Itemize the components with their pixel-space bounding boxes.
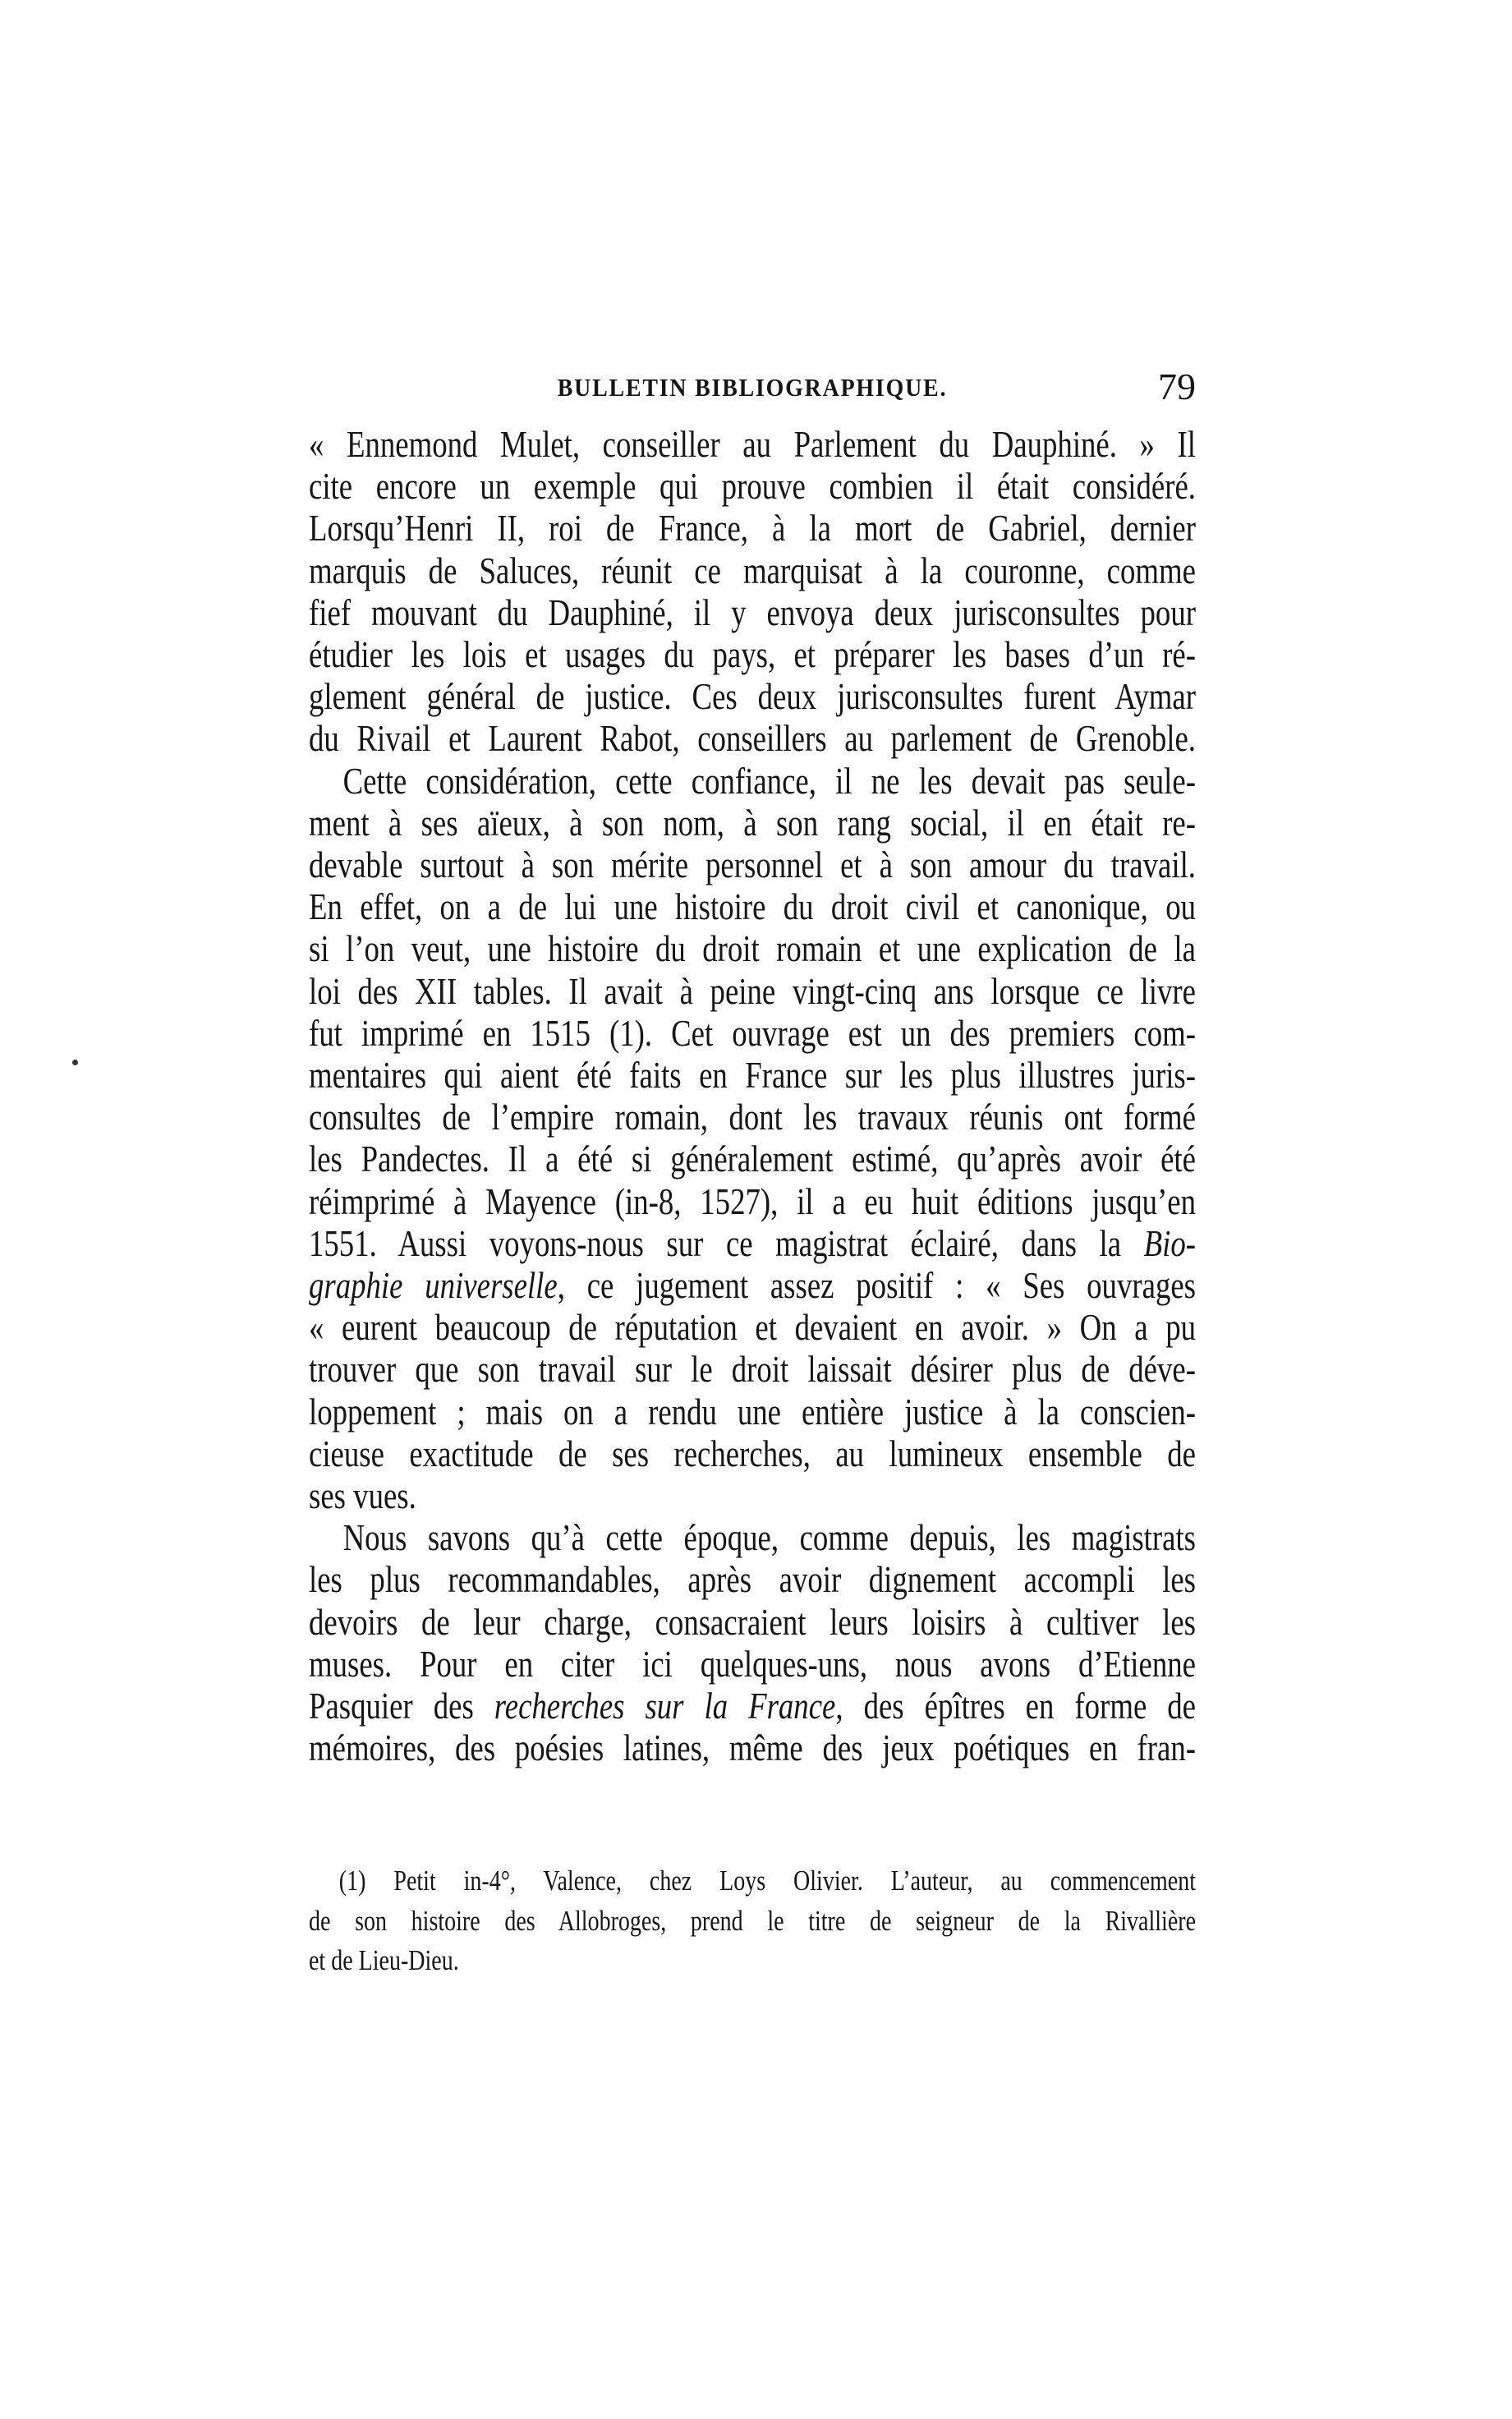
text-run: de son histoire des Allobroges, prend le titre de seigneur de la Rivallière xyxy=(309,1904,1196,1937)
text-run: Nous savons qu’à cette époque, comme depuis, les magistrats xyxy=(342,1516,1197,1559)
text-run: En effet, on a de lui une histoire du droit civil et canonique, ou xyxy=(309,885,1196,928)
text-line xyxy=(309,1727,1196,1768)
text-run: , des épîtres en forme de xyxy=(835,1685,1196,1727)
text-line xyxy=(309,970,1196,1012)
text-line xyxy=(309,1391,1196,1433)
italic-title: graphie universelle xyxy=(309,1264,558,1306)
text-run: ses vues. xyxy=(309,1474,416,1516)
text-run: les plus recommandables, après avoir dignement accompli les xyxy=(309,1558,1196,1601)
text-run: Cette considération, cette confiance, il ne les devait pas seule- xyxy=(342,759,1197,802)
text-run: marquis de Saluces, réunit ce marquisat à la couronne, comme xyxy=(309,549,1196,591)
text-run: et de Lieu-Dieu. xyxy=(309,1944,459,1976)
text-run: mémoires, des poésies latines, même des jeux poétiques en fran- xyxy=(309,1727,1196,1769)
text-run: devoirs de leur charge, consacraient leurs loisirs à cultiver les xyxy=(309,1600,1196,1643)
scan-speck xyxy=(72,1060,78,1065)
text-run: réimprimé à Mayence (in-8, 1527), il a eu huit éditions jusqu’en xyxy=(309,1180,1196,1222)
italic-title: recherches sur la France xyxy=(494,1685,836,1727)
text-run: « eurent beaucoup de réputation et devaient en avoir. » On a pu xyxy=(309,1306,1196,1349)
text-line xyxy=(309,465,1196,507)
text-line xyxy=(309,675,1196,717)
running-head xyxy=(309,366,1196,412)
text-line xyxy=(309,1180,1196,1222)
text-run: muses. Pour en citer ici quelques-uns, nous avons d’Etienne xyxy=(309,1642,1196,1685)
text-run: Pasquier des xyxy=(309,1685,494,1727)
text-line xyxy=(309,1643,1196,1685)
text-run: cieuse exactitude de ses recherches, au lumineux ensemble de xyxy=(309,1432,1196,1474)
text-line xyxy=(309,1264,1196,1306)
text-run: (1) Petit in-4°, Valence, chez Loys Olivier. L’auteur, au commencement xyxy=(338,1865,1196,1897)
text-line xyxy=(309,1138,1196,1180)
text-run: devable surtout à son mérite personnel et à son amour du travail. xyxy=(309,844,1196,885)
page-number: 79 xyxy=(1158,366,1196,407)
text-run: consultes de l’empire romain, dont les travaux réunis ont formé xyxy=(309,1096,1196,1138)
text-run: du Rivail et Laurent Rabot, conseillers au parlement de Grenoble. xyxy=(309,717,1196,760)
text-line xyxy=(309,802,1196,844)
italic-title: Bio- xyxy=(1143,1221,1196,1264)
text-run: 1551. Aussi voyons-nous sur ce magistrat éclairé, dans la xyxy=(309,1221,1144,1264)
text-line xyxy=(309,717,1196,759)
text-line xyxy=(309,1306,1196,1348)
text-run: fut imprimé en 1515 (1). Cet ouvrage est un des premiers com- xyxy=(309,1011,1196,1054)
footnote-line xyxy=(309,1902,1196,1941)
text-run: mentaires qui aient été faits en France sur les plus illustres juris- xyxy=(309,1054,1196,1096)
text-line xyxy=(309,1601,1196,1643)
text-line xyxy=(309,760,1196,802)
text-line xyxy=(309,1516,1196,1558)
text-line xyxy=(309,1474,1196,1516)
running-head-title: BULLETIN BIBLIOGRAPHIQUE. xyxy=(557,373,948,402)
text-line xyxy=(309,1433,1196,1474)
text-run: ment à ses aïeux, à son nom, à son rang social, il en était re- xyxy=(309,801,1196,844)
text-run: si l’on veut, une histoire du droit romain et une explication de la xyxy=(309,927,1196,970)
text-line xyxy=(309,1096,1196,1138)
text-line xyxy=(309,1348,1196,1390)
text-run: loppement ; mais on a rendu une entière justice à la conscien- xyxy=(309,1390,1196,1433)
text-run: loi des XII tables. Il avait à peine vingt-cinq ans lorsque ce livre xyxy=(309,969,1196,1012)
text-line xyxy=(309,1558,1196,1600)
text-line xyxy=(309,591,1196,633)
text-run: glement général de justice. Ces deux jurisconsultes furent Aymar xyxy=(309,675,1196,718)
text-run: Lorsqu’Henri II, roi de France, à la mort de Gabriel, dernier xyxy=(309,507,1196,550)
text-run: trouver que son travail sur le droit laissait désirer plus de déve- xyxy=(309,1348,1196,1391)
text-run: « Ennemond Mulet, conseiller au Parlement du Dauphiné. » Il xyxy=(309,423,1196,465)
text-line xyxy=(309,507,1196,549)
text-line xyxy=(309,423,1196,465)
text-line xyxy=(309,844,1196,885)
text-line xyxy=(309,885,1196,927)
text-run: les Pandectes. Il a été si généralement estimé, qu’après avoir été xyxy=(309,1138,1196,1180)
text-line xyxy=(309,550,1196,591)
text-run: étudier les lois et usages du pays, et préparer les bases d’un ré- xyxy=(309,633,1196,675)
text-line xyxy=(309,1012,1196,1054)
text-line xyxy=(309,1054,1196,1096)
text-run: cite encore un exemple qui prouve combien il était considéré. xyxy=(309,465,1196,508)
text-line xyxy=(309,633,1196,675)
text-line xyxy=(309,1222,1196,1264)
text-run: , ce jugement assez positif : « Ses ouvrages xyxy=(557,1264,1196,1306)
text-line xyxy=(309,927,1196,969)
footnote-line xyxy=(309,1941,1196,1980)
text-run: fief mouvant du Dauphiné, il y envoya deux jurisconsultes pour xyxy=(309,591,1196,633)
footnote-line xyxy=(309,1861,1196,1901)
text-line xyxy=(309,1685,1196,1727)
